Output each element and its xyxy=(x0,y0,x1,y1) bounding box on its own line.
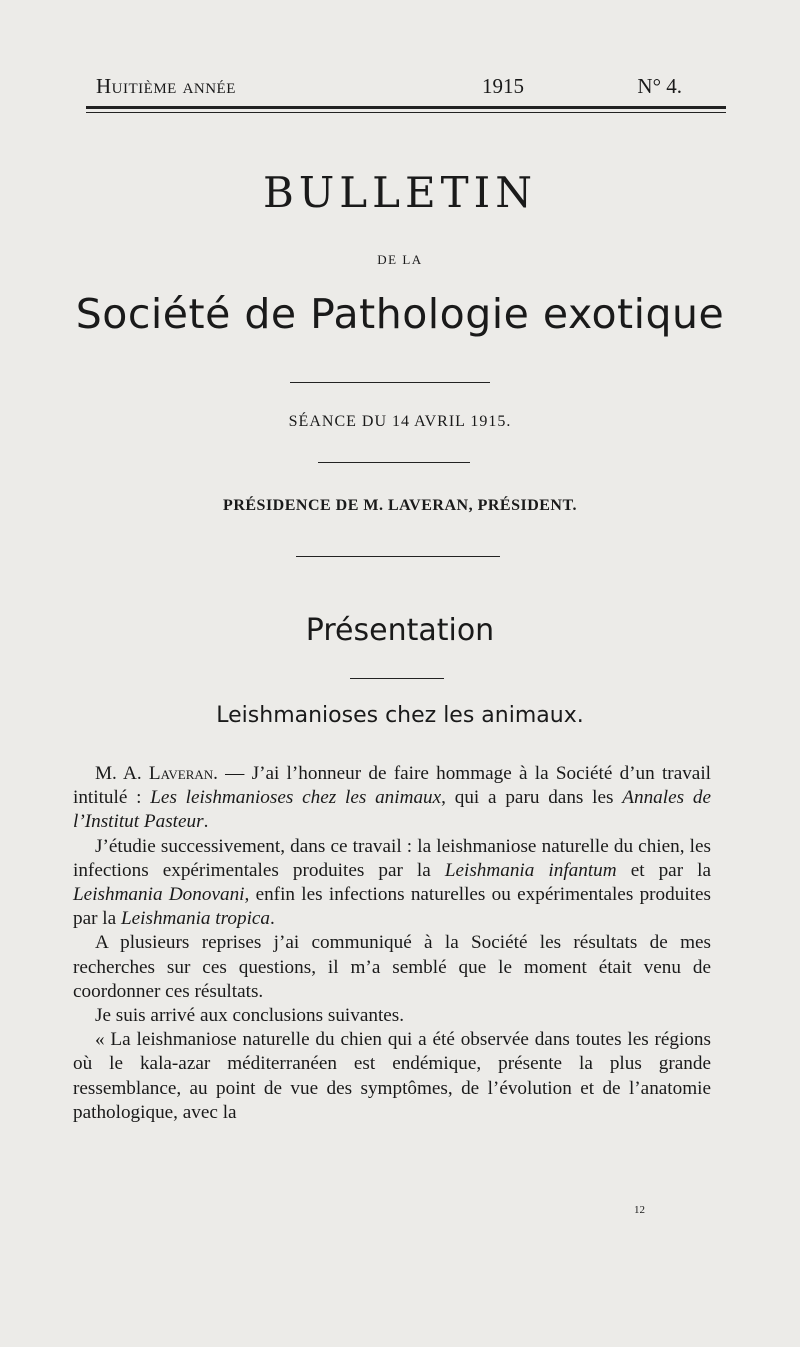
header-rule-thin xyxy=(86,112,726,113)
text-run: — J’ai l’honneur de faire hommage à la Société d’un travail intitulé : xyxy=(73,763,711,809)
journal-title: Annales de l’Institut Pasteur xyxy=(73,787,711,833)
paragraph: Je suis arrivé aux conclusions suivantes. xyxy=(95,1005,405,1027)
de-la-label: DE LA xyxy=(377,252,423,267)
text-run: . xyxy=(270,908,275,930)
paragraph xyxy=(73,762,711,835)
header-rule-thick xyxy=(86,106,726,109)
society-title: Société de Pathologie exotique xyxy=(75,290,725,338)
species-name: Leishmania tropica xyxy=(120,908,271,930)
species-name: Leishmania Donovani xyxy=(73,884,245,906)
presidency-line: PRÉSIDENCE DE M. LAVERAN, PRÉSIDENT. xyxy=(223,497,577,514)
paragraph: A plusieurs reprises j’ai communiqué à la Société les résultats de mes recherches sur ces questions, il m’a semblé que le moment était venu de coordonner ces résultats. xyxy=(73,932,711,1002)
text-run: J’étudie successivement, dans ce travail : la leishmaniose naturelle du chien, les infections expérimentales produites par la xyxy=(73,835,711,881)
article-subtitle: Leishmanioses chez les animaux. xyxy=(216,703,584,728)
text-run: , enfin les infections naturelles ou expérimentales produites par la xyxy=(73,884,711,930)
article-body xyxy=(73,762,711,1125)
species-name: Leishmania infantum xyxy=(444,859,617,881)
paragraph: « La leishmaniose naturelle du chien qui a été observée dans toutes les régions où le kala-azar méditerranéen est endémique, présente la plus grande ressemblance, au point de vue des symptômes, de l’évolution et de l’anatomie pathologique, avec la xyxy=(73,1029,711,1123)
session-date: SÉANCE DU 14 AVRIL 1915. xyxy=(288,413,512,430)
divider-rule xyxy=(350,678,444,679)
divider-rule xyxy=(318,462,470,463)
work-title: Les leishmanioses chez les animaux xyxy=(150,787,442,809)
text-run: , qui a paru dans les xyxy=(441,787,623,809)
text-run: . xyxy=(203,811,209,833)
paragraph xyxy=(73,835,711,932)
issue-number: N° 4. xyxy=(637,74,682,98)
section-title: Présentation xyxy=(305,613,495,648)
publication-year: 1915 xyxy=(482,74,524,98)
author-name: M. A. Laveran. xyxy=(95,763,218,784)
divider-rule xyxy=(290,382,490,383)
folio-number: 12 xyxy=(634,1204,645,1216)
running-header xyxy=(96,74,714,102)
text-run: et par la xyxy=(616,859,711,881)
bulletin-title: BULLETIN xyxy=(262,168,538,217)
year-label: Huitième année xyxy=(96,74,236,98)
divider-rule xyxy=(296,556,500,557)
